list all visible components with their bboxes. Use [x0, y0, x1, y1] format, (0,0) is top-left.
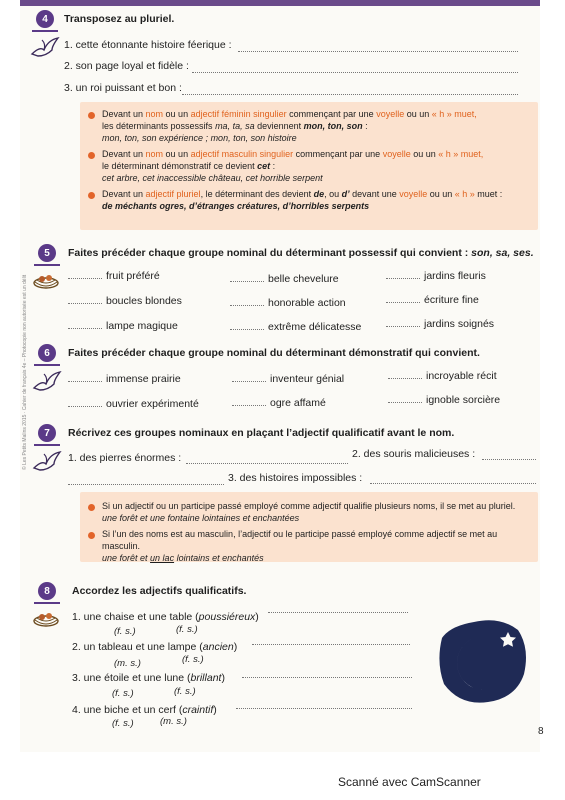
bird-icon — [30, 36, 60, 58]
bird-icon — [32, 370, 62, 392]
answer-line[interactable] — [192, 72, 518, 73]
answer-line[interactable] — [182, 94, 518, 95]
rule-3: Devant un adjectif pluriel, le déterminant des devient de, ou d’ devant une voyelle ou un « h » muet : de méchants ogres, d’étranges créatures, d’horribles serpents — [102, 189, 503, 211]
exercise-8-item-3: 3. une étoile et une lune (brillant) — [72, 672, 225, 684]
ex5-item: jardins fleuris — [386, 270, 486, 282]
exercise-8-title: Accordez les adjectifs qualificatifs. — [72, 585, 247, 597]
answer-blank[interactable] — [386, 278, 420, 279]
answer-blank[interactable] — [68, 303, 102, 304]
answer-blank[interactable] — [388, 402, 422, 403]
answer-blank[interactable] — [232, 405, 266, 406]
exercise-6-title: Faites précéder chaque groupe nominal du déterminant démonstratif qui convient. — [68, 347, 480, 359]
ex5-item: extrême délicatesse — [230, 321, 361, 333]
exercise-8-item-2: 2. un tableau et une lampe (ancien) — [72, 641, 238, 653]
exercise-6-number: 6 — [38, 344, 56, 362]
answer-blank[interactable] — [388, 378, 422, 379]
ex6-item: incroyable récit — [388, 370, 497, 382]
gender-number-hint: (m. s.) — [114, 658, 141, 669]
answer-blank[interactable] — [68, 381, 102, 382]
exercise-5-title: Faites précéder chaque groupe nominal du déterminant possessif qui convient : son, sa, ses. — [68, 247, 534, 259]
answer-blank[interactable] — [68, 406, 102, 407]
ex5-item: honorable action — [230, 297, 346, 309]
answer-line[interactable] — [68, 484, 224, 485]
rule-2-example: cet arbre, cet inaccessible château, cet horrible serpent — [102, 173, 323, 183]
answer-line[interactable] — [268, 612, 408, 613]
answer-blank[interactable] — [230, 305, 264, 306]
answer-line[interactable] — [370, 483, 536, 484]
exercise-8-item-4: 4. une biche et un cerf (craintif) — [72, 704, 217, 716]
answer-blank[interactable] — [230, 329, 264, 330]
rule-bullet — [88, 532, 95, 539]
moon-icon — [430, 618, 530, 706]
rule-2: Devant un nom ou un adjectif masculin singulier commençant par une voyelle ou un « h » muet, le déterminant démonstratif ce devient cet : cet arbre, cet inaccessible château, cet horrible serpent — [102, 149, 484, 183]
exercise-7-item-1: 1. des pierres énormes : — [68, 452, 182, 464]
rule-3-example: de méchants ogres, d’étranges créatures, d’horribles serpents — [102, 201, 370, 211]
scanner-watermark: Scanné avec CamScanner — [338, 775, 481, 789]
answer-blank[interactable] — [68, 278, 102, 279]
exercise-4-number: 4 — [36, 10, 54, 28]
grammar-rule-box-1 — [80, 102, 538, 230]
exercise-6-underline — [34, 364, 60, 366]
rule-bullet — [88, 504, 95, 511]
exercise-4-item-2: 2. son page loyal et fidèle : — [64, 60, 189, 72]
answer-line[interactable] — [242, 677, 412, 678]
gender-number-hint: (f. s.) — [112, 688, 134, 699]
gender-number-hint: (f. s.) — [112, 718, 134, 729]
rule-bullet — [88, 192, 95, 199]
answer-line[interactable] — [482, 459, 536, 460]
ex5-item: écriture fine — [386, 294, 479, 306]
exercise-7-item-2: 2. des souris malicieuses : — [352, 448, 476, 460]
rule-masculine-agreement: Si l’un des noms est au masculin, l’adjectif ou le participe passé employé comme adjectif se met au masculin. une forêt et un lac lointains et enchantés — [102, 529, 498, 563]
gender-number-hint: (m. s.) — [160, 716, 187, 727]
exercise-4-underline — [32, 30, 58, 32]
rule-bullet — [88, 152, 95, 159]
gender-number-hint: (f. s.) — [182, 654, 204, 665]
page-number: 8 — [538, 726, 544, 737]
exercise-8-underline — [34, 602, 60, 604]
exercise-8-item-1: 1. une chaise et une table (poussiéreux) — [72, 611, 259, 623]
answer-line[interactable] — [252, 644, 410, 645]
exercise-5-underline — [34, 264, 60, 266]
answer-blank[interactable] — [232, 381, 266, 382]
exercise-7-underline — [34, 444, 60, 446]
answer-blank[interactable] — [68, 328, 102, 329]
ex5-item: fruit préféré — [68, 270, 160, 282]
exercise-7-number: 7 — [38, 424, 56, 442]
rule-1-example: mon, ton, son expérience ; mon, ton, son histoire — [102, 133, 297, 143]
exercise-4-title: Transposez au pluriel. — [64, 13, 175, 25]
rule-1: Devant un nom ou un adjectif féminin singulier commençant par une voyelle ou un « h » muet, les déterminants possessifs ma, ta, sa deviennent mon, ton, son : mon, ton, son expérience ; mon, ton, son histoire — [102, 109, 477, 143]
exercise-7-title: Récrivez ces groupes nominaux en plaçant l’adjectif qualificatif avant le nom. — [68, 427, 455, 439]
gender-number-hint: (f. s.) — [174, 686, 196, 697]
worksheet-page — [20, 0, 544, 752]
ex5-item: lampe magique — [68, 320, 178, 332]
rule-plural-agreement: Si un adjectif ou un participe passé employé comme adjectif qualifie plusieurs noms, il se met au pluriel. une forêt et une fontaine lointaines et enchantées — [102, 501, 516, 523]
exercise-5-number: 5 — [38, 244, 56, 262]
answer-blank[interactable] — [386, 326, 420, 327]
exercise-7-item-3: 3. des histoires impossibles : — [228, 472, 363, 484]
ex6-item: immense prairie — [68, 373, 181, 385]
exercise-4-item-3: 3. un roi puissant et bon : — [64, 82, 182, 94]
gender-number-hint: (f. s.) — [176, 624, 198, 635]
exercise-8-number: 8 — [38, 582, 56, 600]
top-color-band — [20, 0, 540, 6]
nest-icon — [32, 270, 60, 290]
answer-line[interactable] — [236, 708, 412, 709]
bird-icon — [32, 450, 62, 472]
ex6-item: ignoble sorcière — [388, 394, 500, 406]
answer-blank[interactable] — [386, 302, 420, 303]
gender-number-hint: (f. s.) — [114, 626, 136, 637]
ex6-item: inventeur génial — [232, 373, 344, 385]
grammar-rule-box-2 — [80, 492, 538, 562]
copyright-spine-text: © Les Petits Malins 2015 · Cahier de français 4e – Photocopie non autorisée est un délit — [22, 274, 28, 470]
ex5-item: boucles blondes — [68, 295, 182, 307]
nest-icon — [32, 608, 60, 628]
ex6-item: ouvrier expérimenté — [68, 398, 199, 410]
ex6-item: ogre affamé — [232, 397, 326, 409]
answer-line[interactable] — [186, 463, 348, 464]
answer-line[interactable] — [238, 51, 518, 52]
exercise-4-item-1: 1. cette étonnante histoire féerique : — [64, 39, 232, 51]
ex5-item: belle chevelure — [230, 273, 339, 285]
ex5-item: jardins soignés — [386, 318, 494, 330]
rule-bullet — [88, 112, 95, 119]
answer-blank[interactable] — [230, 281, 264, 282]
